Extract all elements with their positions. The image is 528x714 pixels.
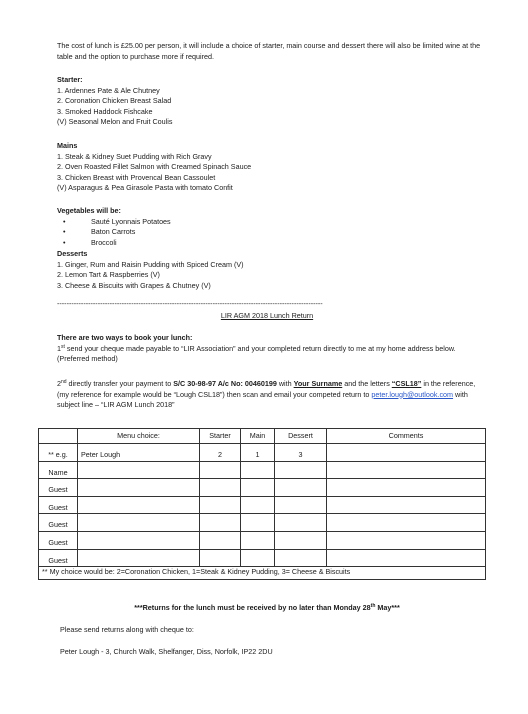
return-title: LIR AGM 2018 Lunch Return bbox=[220, 311, 314, 320]
menu-choice-cell[interactable] bbox=[78, 514, 200, 532]
starter-item: 3. Smoked Haddock Fishcake bbox=[57, 106, 153, 116]
bank-details: S/C 30-98-97 A/c No: 00460199 bbox=[173, 379, 277, 388]
lunch-return-form bbox=[38, 428, 486, 580]
row-label: Guest bbox=[39, 496, 78, 514]
vegetables-heading: Vegetables will be: bbox=[57, 206, 121, 215]
send-note: Please send returns along with cheque to: bbox=[60, 625, 194, 634]
row-label: Guest bbox=[39, 531, 78, 549]
example-name: Peter Lough bbox=[78, 444, 200, 462]
row-label: Guest bbox=[39, 479, 78, 497]
example-starter: 2 bbox=[200, 444, 241, 462]
row-label: Guest bbox=[39, 514, 78, 532]
starter-item: (V) Seasonal Melon and Fruit Coulis bbox=[57, 117, 173, 127]
menu-choice-cell[interactable] bbox=[78, 549, 200, 567]
form-row bbox=[39, 496, 486, 514]
comments-cell[interactable] bbox=[327, 549, 486, 567]
starter-section bbox=[57, 75, 482, 128]
menu-choice-cell[interactable] bbox=[78, 496, 200, 514]
booking-way-1: 1st send your cheque made payable to “LIR Association” and your completed return directly to me at my home address below. (Preferred method) bbox=[57, 343, 456, 364]
starter-cell[interactable] bbox=[200, 531, 241, 549]
form-row bbox=[39, 531, 486, 549]
starter-cell[interactable] bbox=[200, 514, 241, 532]
choice-note: ** My choice would be: 2=Coronation Chicken, 1=Steak & Kidney Pudding, 3= Cheese & Biscuits bbox=[39, 567, 486, 580]
mains-item: 3. Chicken Breast with Provencal Bean Cassoulet bbox=[57, 172, 216, 182]
form-row bbox=[39, 514, 486, 532]
example-main: 1 bbox=[241, 444, 275, 462]
mains-item: 1. Steak & Kidney Suet Pudding with Rich Gravy bbox=[57, 151, 212, 161]
dessert-cell[interactable] bbox=[275, 479, 327, 497]
main-cell[interactable] bbox=[241, 549, 275, 567]
example-dessert: 3 bbox=[275, 444, 327, 462]
row-label: Guest bbox=[39, 549, 78, 567]
return-title-wrap bbox=[57, 311, 477, 322]
intro-paragraph: The cost of lunch is £25.00 per person, it will include a choice of starter, main course and dessert there will also be limited wine at the table and the option to purchase more if required. bbox=[57, 41, 481, 61]
reference-code: “CSL18” bbox=[391, 379, 422, 388]
email-link[interactable]: peter.lough@outlook.com bbox=[371, 389, 454, 399]
menu-choice-cell[interactable] bbox=[78, 531, 200, 549]
form-row bbox=[39, 549, 486, 567]
starter-item: 2. Coronation Chicken Breast Salad bbox=[57, 96, 172, 106]
starter-cell[interactable] bbox=[200, 496, 241, 514]
main-cell[interactable] bbox=[241, 496, 275, 514]
mains-section bbox=[57, 141, 482, 194]
main-cell[interactable] bbox=[241, 479, 275, 497]
row-label: Name bbox=[39, 461, 78, 479]
mains-heading: Mains bbox=[57, 141, 78, 150]
dashed-divider: --------------------------------------------------------------------------------------------------------------- bbox=[57, 299, 323, 308]
header-starter: Starter bbox=[200, 429, 241, 444]
dessert-cell[interactable] bbox=[275, 514, 327, 532]
desserts-heading: Desserts bbox=[57, 249, 88, 258]
mains-item: (V) Asparagus & Pea Girasole Pasta with tomato Confit bbox=[57, 183, 233, 193]
comments-cell[interactable] bbox=[327, 496, 486, 514]
dessert-cell[interactable] bbox=[275, 549, 327, 567]
desserts-section bbox=[57, 249, 482, 291]
comments-cell[interactable] bbox=[327, 479, 486, 497]
dessert-item: 3. Cheese & Biscuits with Grapes & Chutney (V) bbox=[57, 280, 211, 290]
vegetable-item: • Broccoli bbox=[57, 238, 482, 249]
surname-emphasis: Your Surname bbox=[293, 379, 343, 388]
return-address: Peter Lough - 3, Church Walk, Shelfanger, Diss, Norfolk, IP22 2DU bbox=[60, 647, 273, 656]
booking-way-2: 2nd directly transfer your payment to S/C 30-98-97 A/c No: 00460199 with Your Surname and the letters “CSL18” in the reference, (my reference for example would be “Lough CSL18”) then scan and email your competed return to peter.lough@outlook.com with subject line – “LIR AGM Lunch 2018” bbox=[57, 379, 476, 410]
mains-item: 2. Oven Roasted Fillet Salmon with Creamed Spinach Sauce bbox=[57, 162, 252, 172]
main-cell[interactable] bbox=[241, 461, 275, 479]
header-blank bbox=[39, 429, 78, 444]
comments-cell[interactable] bbox=[327, 461, 486, 479]
form-row bbox=[39, 479, 486, 497]
main-cell[interactable] bbox=[241, 531, 275, 549]
header-menu-choice: Menu choice: bbox=[78, 429, 200, 444]
starter-cell[interactable] bbox=[200, 479, 241, 497]
vegetable-item: • Sauté Lyonnais Potatoes bbox=[57, 217, 482, 228]
menu-choice-cell[interactable] bbox=[78, 461, 200, 479]
example-comments bbox=[327, 444, 486, 462]
header-comments: Comments bbox=[327, 429, 486, 444]
vegetables-section bbox=[57, 206, 482, 248]
form-row bbox=[39, 461, 486, 479]
dessert-cell[interactable] bbox=[275, 531, 327, 549]
menu-choice-cell[interactable] bbox=[78, 479, 200, 497]
starter-cell[interactable] bbox=[200, 461, 241, 479]
starter-cell[interactable] bbox=[200, 549, 241, 567]
vegetable-item: • Baton Carrots bbox=[57, 227, 482, 238]
starter-item: 1. Ardennes Pate & Ale Chutney bbox=[57, 85, 160, 95]
starter-heading: Starter: bbox=[57, 75, 83, 84]
dessert-cell[interactable] bbox=[275, 496, 327, 514]
form-header-row bbox=[39, 429, 486, 444]
example-label: ** e.g. bbox=[39, 444, 78, 462]
header-main: Main bbox=[241, 429, 275, 444]
booking-heading: There are two ways to book your lunch: bbox=[57, 333, 193, 342]
example-row bbox=[39, 444, 486, 462]
comments-cell[interactable] bbox=[327, 514, 486, 532]
deadline-notice: ***Returns for the lunch must be received by no later than Monday 28th May*** bbox=[134, 603, 400, 612]
dessert-item: 1. Ginger, Rum and Raisin Pudding with Spiced Cream (V) bbox=[57, 259, 244, 269]
dessert-item: 2. Lemon Tart & Raspberries (V) bbox=[57, 270, 160, 280]
header-dessert: Dessert bbox=[275, 429, 327, 444]
dessert-cell[interactable] bbox=[275, 461, 327, 479]
form-note-row bbox=[39, 567, 486, 580]
comments-cell[interactable] bbox=[327, 531, 486, 549]
main-cell[interactable] bbox=[241, 514, 275, 532]
booking-section bbox=[57, 333, 482, 365]
